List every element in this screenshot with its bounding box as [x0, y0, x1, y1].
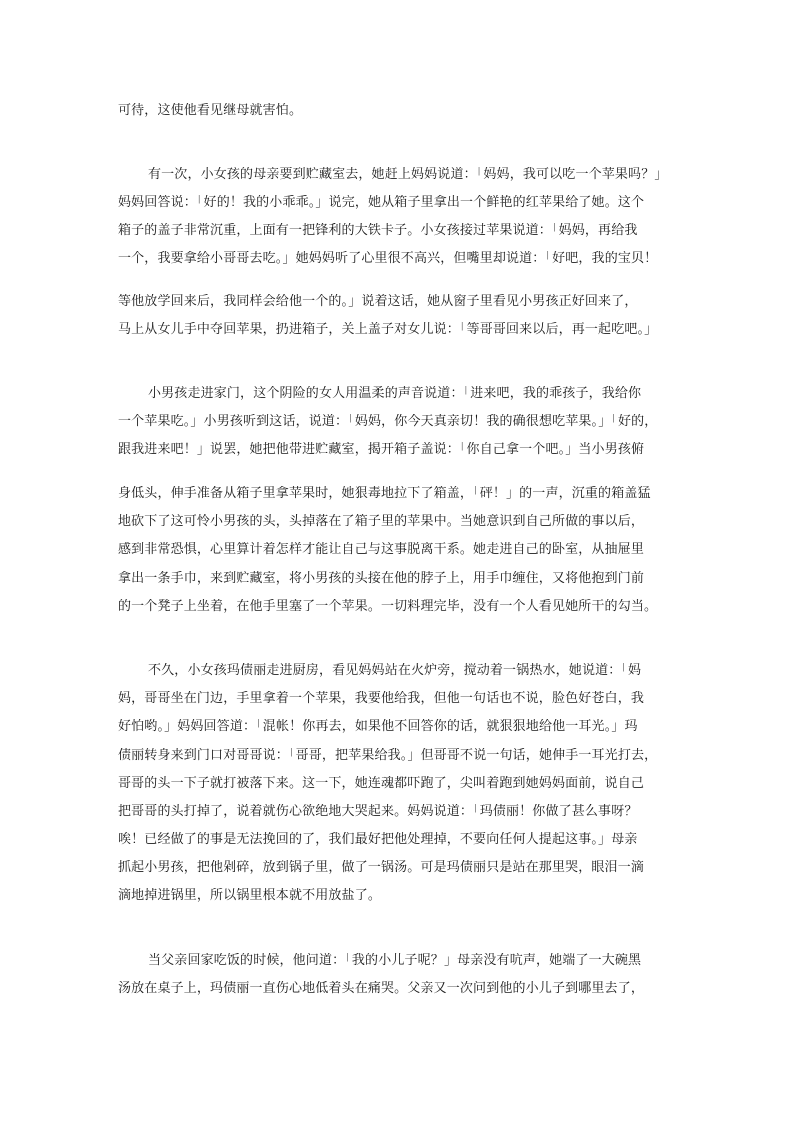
paragraph-3-line-6: 感到非常恐惧，心里算计着怎样才能让自己与这事脱离干系。她走进自己的卧室，从抽屉里 — [118, 542, 645, 557]
paragraph-4-line-6: 把哥哥的头打掉了，说着就伤心欲绝地大哭起来。妈妈说道：「玛债丽！你做了甚么事呀？ — [118, 804, 638, 819]
paragraph-3-line-4: 身低头，伸手准备从箱子里拿苹果时，她狠毒地拉下了箱盖，「砰！」的一声，沉重的箱盖猛 — [118, 486, 651, 501]
paragraph-2-line-2: 妈妈回答说：「好的！我的小乖乖。」说完，她从箱子里拿出一个鲜艳的红苹果给了她。这个 — [118, 195, 645, 210]
paragraph-2-line-1: 有一次，小女孩的母亲要到贮藏室去，她赶上妈妈说道：「妈妈，我可以吃一个苹果吗？」 — [148, 167, 668, 182]
paragraph-3-line-5: 地砍下了这可怜小男孩的头，头掉落在了箱子里的苹果中。当她意识到自己所做的事以后， — [118, 514, 645, 529]
paragraph-4-line-3: 好怕哟。」妈妈回答道：「混帐！你再去，如果他不回答你的话，就狠狠地给他一耳光。」玛 — [118, 719, 638, 734]
paragraph-3-line-7: 拿出一条手巾，来到贮藏室，将小男孩的头接在他的脖子上，用手巾缠住，又将他抱到门前 — [118, 571, 645, 586]
paragraph-4-line-2: 妈，哥哥坐在门边，手里拿着一个苹果，我要他给我，但他一句话也不说，脸色好苍白，我 — [118, 691, 645, 706]
paragraph-4-line-1: 不久，小女孩玛债丽走进厨房，看见妈妈站在火炉旁，搅动着一锅热水，她说道：「妈 — [148, 663, 642, 678]
paragraph-4-line-8: 抓起小男孩，把他剁碎，放到锅子里，做了一锅汤。可是玛债丽只是站在那里哭，眼泪一滴 — [118, 860, 645, 875]
paragraph-2-line-3: 箱子的盖子非常沉重，上面有一把锋利的大铁卡子。小女孩接过苹果说道：「妈妈，再给我 — [118, 223, 638, 238]
paragraph-4-line-4: 债丽转身来到门口对哥哥说：「哥哥，把苹果给我。」但哥哥不说一句话，她伸手一耳光打去， — [118, 748, 658, 763]
paragraph-1-line-1: 可待，这使他看见继母就害怕。 — [118, 103, 303, 118]
paragraph-3-line-1: 小男孩走进家门，这个阴险的女人用温柔的声音说道：「进来吧，我的乖孩子，我给你 — [148, 386, 642, 401]
paragraph-4-line-9: 滴地掉进锅里，所以锅里根本就不用放盐了。 — [118, 888, 382, 903]
paragraph-5-line-2: 汤放在桌子上，玛债丽一直伤心地低着头在痛哭。父亲又一次问到他的小儿子到哪里去了， — [118, 981, 645, 996]
paragraph-4-line-5: 哥哥的头一下子就打被落下来。这一下，她连魂都吓跑了，尖叫着跑到她妈妈面前，说自己 — [118, 776, 645, 791]
paragraph-2-line-4: 一个，我要拿给小哥哥去吃。」她妈妈听了心里很不高兴，但嘴里却说道：「好吧，我的宝贝！ — [118, 251, 658, 266]
paragraph-3-line-3: 跟我进来吧！」说罢，她把他带进贮藏室，揭开箱子盖说：「你自己拿一个吧。」当小男孩俯 — [118, 442, 645, 457]
paragraph-4-line-7: 唉！已经做了的事是无法挽回的了，我们最好把他处理掉，不要向任何人提起这事。」母亲 — [118, 832, 638, 847]
paragraph-3-line-2: 一个苹果吃。」小男孩听到这话，说道：「妈妈，你今天真亲切！我的确很想吃苹果。」「好的， — [118, 414, 658, 429]
paragraph-5-line-1: 当父亲回家吃饭的时候，他问道：「我的小儿子呢？」母亲没有吭声，她端了一大碗黑 — [148, 953, 642, 968]
paragraph-2-line-6: 马上从女儿手中夺回苹果，扔进箱子，关上盖子对女儿说：「等哥哥回来以后，再一起吃吧。」 — [118, 322, 658, 337]
paragraph-2-line-5: 等他放学回来后，我同样会给他一个的。」说着这话，她从窗子里看见小男孩正好回来了， — [118, 294, 638, 309]
paragraph-3-line-8: 的一个凳子上坐着，在他手里塞了一个苹果。一切料理完毕，没有一个人看见她所干的勾当。 — [118, 599, 658, 614]
